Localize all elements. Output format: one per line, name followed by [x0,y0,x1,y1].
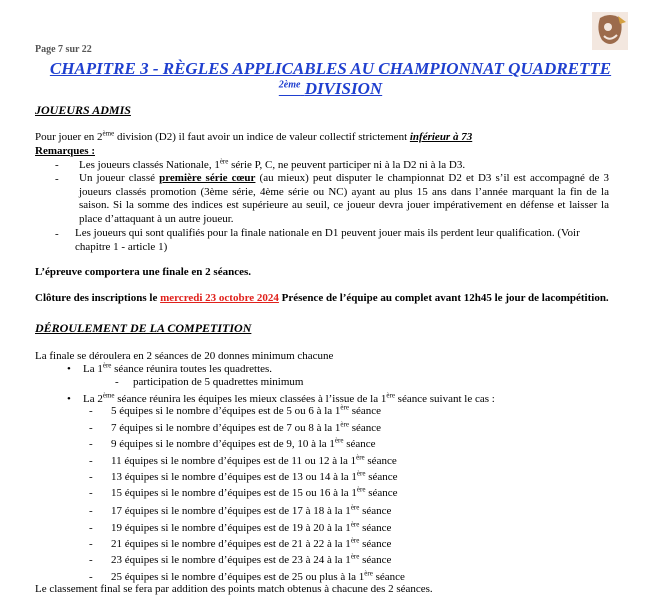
qualification-rule: 23 équipes si le nombre d’équipes est de 23 à 24 à la 1ère séance [111,552,392,566]
dash-marker: - [89,405,93,417]
dash-marker: - [55,173,59,185]
qualification-rule: 15 équipes si le nombre d’équipes est de 15 ou 16 à la 1ère séance [111,485,398,499]
remark-3: Les joueurs qui sont qualifiés pour la finale nationale en D1 peuvent jouer mais ils perdent leur qualification. (Voir chapitre 1 - article 1) [75,227,580,253]
session-1-min: participation de 5 quadrettes minimum [133,376,304,388]
dash-marker: - [55,228,59,240]
bullet-dot: • [67,363,71,375]
page-number: Page 7 sur 22 [35,44,92,55]
chapter-title [0,59,661,79]
dash-marker: - [89,471,93,483]
session-2: La 2ème séance réunira les équipes les mieux classées à l’issue de la 1ère séance suivant le cas : [83,391,495,405]
qualification-rule: 25 équipes si le nombre d’équipes est de 25 ou plus à la 1ère séance [111,569,405,583]
dash-marker: - [89,505,93,517]
dash-marker: - [89,422,93,434]
dash-marker: - [89,538,93,550]
chapter-subtitle-sup: 2ème [278,79,301,91]
premiere-serie-coeur: première série cœur [159,172,256,184]
dash-marker: - [89,487,93,499]
remarks-label: Remarques : [35,145,95,157]
dash-marker: - [115,376,119,388]
dash-marker: - [89,522,93,534]
final-ranking-text: Le classement final se fera par addition des points match obtenus à chacune des 2 séances. [35,583,433,595]
qualification-rule: 21 équipes si le nombre d’équipes est de 21 à 22 à la 1ère séance [111,536,392,550]
federation-logo [590,10,630,52]
bullet-dot: • [67,393,71,405]
qualification-rule: 13 équipes si le nombre d’équipes est de 13 ou 14 à la 1ère séance [111,469,398,483]
dash-marker: - [89,438,93,450]
qualification-rule: 17 équipes si le nombre d’équipes est de 17 à 18 à la 1ère séance [111,503,392,517]
session-1: La 1ère séance réunira toutes les quadrettes. [83,361,273,375]
dash-marker: - [89,571,93,583]
qualification-rule: 5 équipes si le nombre d’équipes est de 5 ou 6 à la 1ère séance [111,403,382,417]
chapter-subtitle-text: DIVISION [304,79,383,98]
remark-1: Les joueurs classés Nationale, 1ère série P, C, ne peuvent participer ni à la D2 ni à la D3. [79,157,466,171]
deadline-date: mercredi 23 octobre 2024 [160,292,279,304]
dash-marker: - [55,159,59,171]
qualification-rule: 9 équipes si le nombre d’équipes est de 9, 10 à la 1ère séance [111,436,376,450]
chapter-subtitle [0,79,661,99]
section-deroulement: DÉROULEMENT DE LA COMPETITION [35,321,252,335]
remark-2: Un joueur classé première série cœur (au mieux) peut disputer le championnat D2 et D3 s’il est accompagné de 3 joueurs classés promotion (3ème série, 4ème série ou NC) ayant au plus 15 ans dans l’année marquant la fin de la saison. Si la somme des indices est supérieure au seuil, ce joueur devra jouer impérativement en défense et laisser la place d’attaquant à un autre joueur. [79,172,609,225]
dash-marker: - [89,455,93,467]
cloture-text: Clôture des inscriptions le mercredi 23 octobre 2024 Présence de l’équipe au complet avant 12h45 le jour de lacompétition. [35,292,609,304]
dash-marker: - [89,554,93,566]
epreuve-text: L’épreuve comportera une finale en 2 séances. [35,266,251,278]
qualification-rule: 11 équipes si le nombre d’équipes est de 11 ou 12 à la 1ère séance [111,453,397,467]
qualification-rule: 7 équipes si le nombre d’équipes est de 7 ou 8 à la 1ère séance [111,420,382,434]
index-threshold: inférieur à 73 [409,131,473,143]
finale-intro: La finale se déroulera en 2 séances de 20 donnes minimum chacune [35,350,334,362]
eligibility-text: Pour jouer en 2ème division (D2) il faut avoir un indice de valeur collectif strictement inférieur à 73 [35,129,473,143]
qualification-rule: 19 équipes si le nombre d’équipes est de 19 à 20 à la 1ère séance [111,520,392,534]
section-joueurs-admis: JOUEURS ADMIS [35,103,131,117]
chapter-title-line1: CHAPITRE 3 - RÈGLES APPLICABLES AU CHAMPIONNAT QUADRETTE [49,59,612,78]
